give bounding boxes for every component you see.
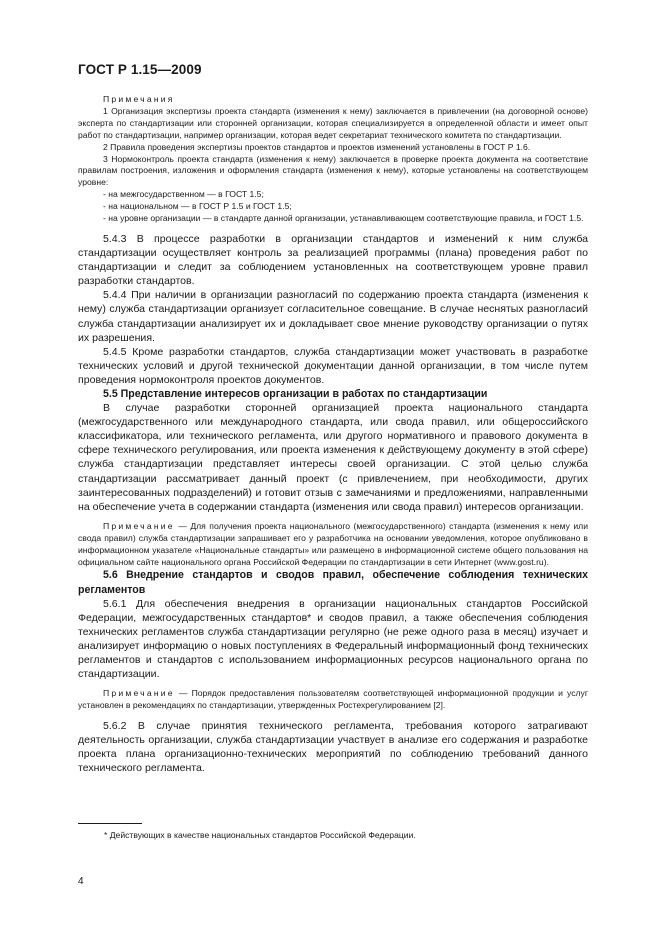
paragraph-5-4-4: 5.4.4 При наличии в организации разногласий по содержанию проекта стандарта (изменения к нему) служба стандартизации организует согласительное совещание. В случае неснятых разногласий служба стандартизации анализирует их и докладывает свое мнение руководству организации о путях их разрешения. — [78, 289, 588, 344]
note-dash-1: - на межгосударственном — в ГОСТ 1.5; — [103, 189, 264, 200]
page-number: 4 — [78, 876, 84, 887]
paragraph-5-6-2: 5.6.2 В случае принятия технического регламента, требования которого затрагивают деятельность организации, служба стандартизации участвует в анализе его содержания и разработке проекта плана организационно-технических мероприятий по соблюдению требований данного технического регламента. — [78, 720, 588, 775]
note-dash-2: - на национальном — в ГОСТ Р 1.5 и ГОСТ 1.5; — [103, 201, 292, 212]
note-item-2: 2 Правила проведения экспертизы проектов стандартов и проектов изменений установлены в ГОСТ Р 1.6. — [103, 141, 531, 152]
note-dash-3: - на уровне организации — в стандарте данной организации, устанавливающем соответствующие правила, и ГОСТ 1.5. — [103, 213, 584, 224]
note-5-5-label: Примечание — [103, 520, 175, 531]
notes-label: Примечания — [103, 94, 175, 104]
paragraph-5-4-3: 5.4.3 В процессе разработки в организации стандартов и изменений к ним служба стандартизации осуществляет контроль за реализацией программы (плана) проведения работ по стандартизации и следит за соблюдением установленных на соответствующем уровне правил разработки стандартов. — [78, 232, 588, 288]
standard-code-header: ГОСТ Р 1.15—2009 — [78, 62, 202, 77]
note-item-3: 3 Нормоконтроль проекта стандарта (изменения к нему) заключается в проверке проекта документа на соответствие правилам построения, изложения и оформления стандарта (изменения к нему), которые установлены на соответствующем уровне: — [78, 153, 588, 188]
note-5-6-1-text: — Порядок предоставления пользователям соответствующей информационной продукции и услуг установлен в рекомендациях по стандартизации, утвержденных Ростехрегулированием [2]. — [78, 688, 588, 711]
note-5-6-1-label: Примечание — [103, 688, 175, 699]
note-5-5 — [78, 521, 588, 569]
note-5-6-1 — [78, 688, 588, 712]
note-5-5-text: — Для получения проекта национального (межгосударственного) стандарта (изменения к нему или свода правил) служба стандартизации запрашивает его у разработчика на основании уведомления, которое опубликовано в информационном указателе «Национальные стандарты» или размещено в информационной системе общего пользования на официальном сайте национального органа Российской Федерации по стандартизации в сети Интернет (www.gost.ru). — [78, 520, 588, 567]
section-heading-5-6: 5.6 Внедрение стандартов и сводов правил, обеспечение соблюдения технических регламентов — [78, 569, 588, 596]
section-heading-5-5: 5.5 Представление интересов организации в работах по стандартизации — [103, 388, 488, 400]
footnote-divider — [78, 823, 142, 824]
note-item-1: 1 Организация экспертизы проекта стандарта (изменения к нему) заключается в привлечении (на договорной основе) эксперта по стандартизации или сторонней организации, которая специализируется в определенной области и имеет опыт работ по стандартизации, например организации, которая ведет секретариат технического комитета по стандартизации. — [78, 105, 588, 140]
paragraph-5-6-1: 5.6.1 Для обеспечения внедрения в организации национальных стандартов Российской Федерации, межгосударственных стандартов* и сводов правил, а также обеспечения соблюдения технических регламентов служба стандартизации регулярно (не реже одного раза в месяц) изучает и анализирует информацию о новых поступлениях в Федеральный информационный фонд технических регламентов и стандартов с использованием информационных ресурсов национального органа по стандартизации. — [78, 597, 588, 681]
paragraph-5-5: В случае разработки сторонней организацией проекта национального стандарта (межгосударственного или международного стандарта, или свода правил, или общероссийского классификатора, или технического регламента, или другого нормативного и правового документа в сфере технического регулирования, или проекта изменения к действующему документу в этой сфере) служба стандартизации представляет интересы своей организации. С этой целью служба стандартизации рассматривает данный проект (с привлечением, при необходимости, других заинтересованных подразделений) и готовит отзыв с замечаниями и предложениями, направленными на обеспечение учета в содержании стандарта (изменения или свода правил) интересов организации. — [78, 402, 588, 513]
footnote: * Действующих в качестве национальных стандартов Российской Федерации. — [104, 830, 416, 840]
page-body — [78, 94, 588, 775]
paragraph-5-4-5: 5.4.5 Кроме разработки стандартов, служба стандартизации может участвовать в разработке технических условий и другой технической документации данной организации, в том числе путем проведения нормоконтроля проектов документов. — [78, 345, 588, 386]
